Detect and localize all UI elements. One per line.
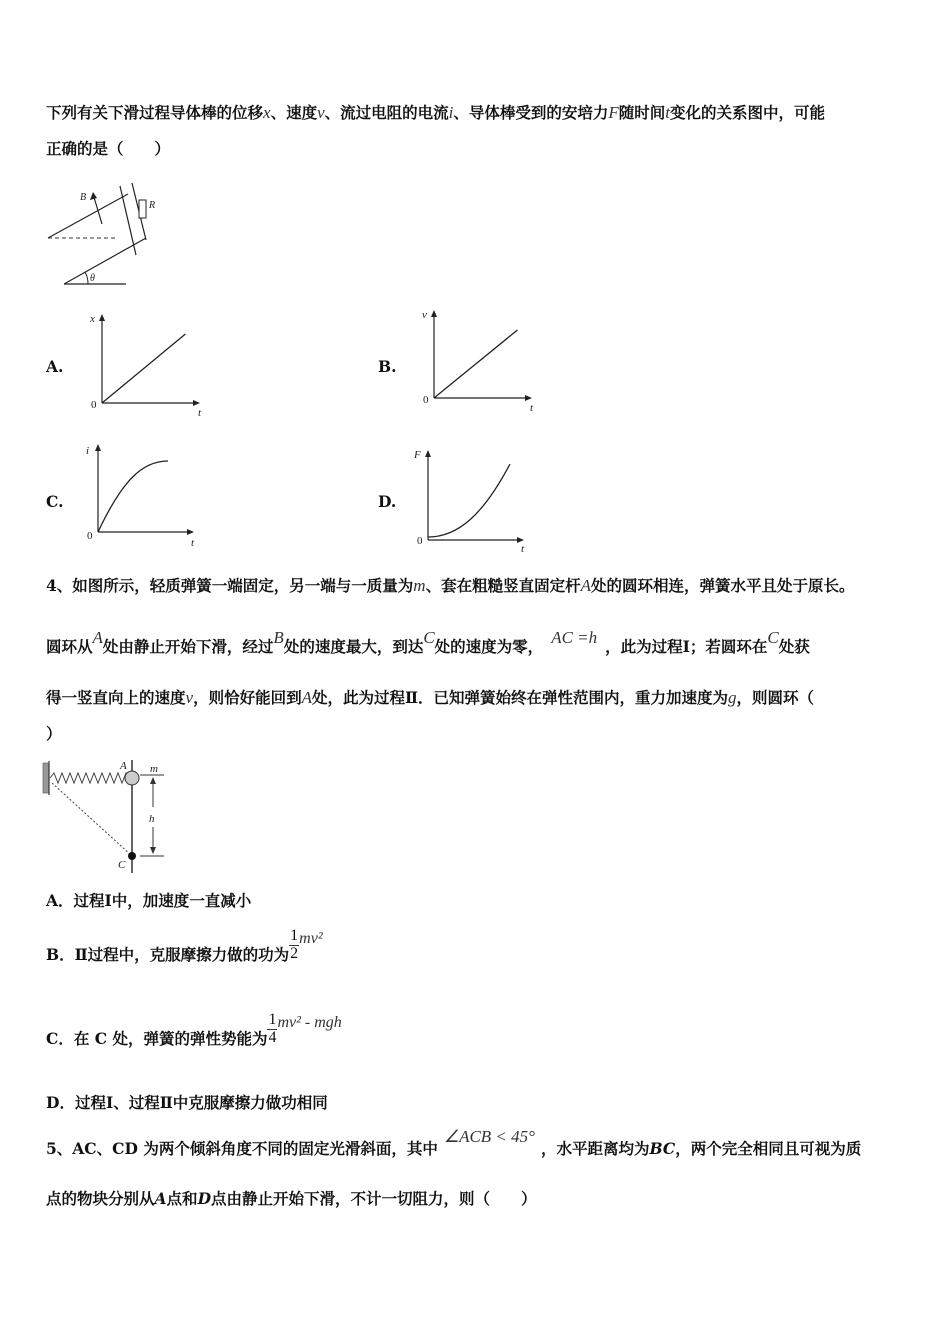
label-C: C: [118, 859, 126, 871]
x-arrowhead: [525, 395, 532, 401]
q3-incline-figure: [40, 180, 156, 290]
y-label: F: [414, 449, 421, 461]
y-arrowhead: [95, 444, 101, 451]
origin-label: 0: [91, 399, 97, 411]
label-R: R: [149, 200, 156, 211]
label-m: m: [150, 763, 158, 775]
q4-option-B[interactable]: B．Ⅱ过程中，克服摩擦力做的功为 $\frac{1}{2}$ mv²: [46, 927, 323, 964]
origin-label: 0: [423, 394, 429, 406]
curve: [434, 330, 517, 398]
resistor: [139, 200, 146, 218]
dashed-spring-position: [52, 783, 132, 856]
q3-option-A-letter[interactable]: A.: [46, 357, 64, 376]
label-h: h: [149, 813, 155, 825]
var-x: x: [263, 103, 271, 122]
y-label: i: [86, 445, 90, 457]
var-i: i: [448, 103, 454, 122]
origin-label: 0: [87, 530, 93, 542]
ring-at-A: [125, 771, 139, 785]
q3-stem-line2: 正确的是（ ）: [46, 139, 171, 158]
curve: [102, 334, 185, 403]
x-label: t: [191, 537, 195, 549]
spring: [50, 773, 134, 783]
conductor-rod: [120, 186, 136, 255]
q4-option-C[interactable]: C．在 C 处，弹簧的弹性势能为 $\frac{1}{4}$ mv² - mgh: [46, 1011, 342, 1048]
q4-line1: 4、如图所示，轻质弹簧一端固定，另一端与一质量为m、套在粗糙竖直固定杆A处的圆环相连，弹簧水平且处于原长。: [46, 576, 855, 595]
y-arrowhead: [431, 310, 437, 317]
q3-option-C-graph: [82, 440, 212, 550]
field-arrowhead: [90, 192, 97, 200]
y-arrowhead: [99, 314, 105, 321]
q5-line2: 点的物块分别从A点和D点由静止开始下滑，不计一切阻力，则（ ）: [46, 1189, 537, 1208]
x-arrowhead: [193, 400, 200, 406]
q3-option-A-graph: [86, 310, 216, 418]
x-label: t: [521, 543, 525, 555]
q4-spring-figure: [40, 755, 180, 880]
origin-label: 0: [417, 535, 423, 547]
curve: [98, 461, 168, 532]
h-arrowhead-up: [150, 777, 156, 784]
var-F: F: [608, 103, 619, 122]
x-label: t: [530, 402, 534, 414]
y-label: x: [90, 313, 95, 325]
y-label: v: [422, 309, 427, 321]
q4-line2: 圆环从A处由静止开始下滑，经过B处的速度最大，到达C处的速度为零， AC =h ，此为过程Ⅰ；若圆环在C处获: [46, 628, 810, 656]
var-v: v: [317, 103, 325, 122]
ring-at-C: [128, 852, 136, 860]
q5-line1: 5、AC、CD 为两个倾斜角度不同的固定光滑斜面，其中∠ACB < 45°，水平距离均为BC，两个完全相同且可视为质: [46, 1127, 862, 1158]
wall: [43, 763, 49, 793]
q4-line3: 得一竖直向上的速度v，则恰好能回到A处，此为过程Ⅱ．已知弹簧始终在弹性范围内，重力加速度为g，则圆环（: [46, 688, 815, 707]
var-t: t: [665, 103, 671, 122]
x-label: t: [198, 407, 202, 419]
fraction-quarter: $\frac{1}{4}$: [268, 1011, 277, 1046]
fraction-half: $\frac{1}{2}$: [290, 927, 299, 962]
label-theta: θ: [90, 273, 95, 284]
curve: [428, 464, 510, 537]
x-arrowhead: [187, 529, 194, 535]
q3-option-B-letter[interactable]: B.: [378, 357, 397, 376]
angle-arc: [85, 272, 88, 284]
q3-stem-line1: 下列有关下滑过程导体棒的位移x、速度v、流过电阻的电流i、导体棒受到的安培力F随时间t变化的关系图中，可能: [46, 103, 826, 122]
q4-option-D[interactable]: D．过程Ⅰ、过程Ⅱ中克服摩擦力做功相同: [46, 1093, 328, 1112]
q3-option-D-letter[interactable]: D.: [378, 492, 397, 511]
q3-option-D-graph: [412, 444, 542, 556]
q4-option-A[interactable]: A．过程Ⅰ中，加速度一直减小: [46, 891, 252, 910]
h-arrowhead-down: [150, 847, 156, 854]
upper-rail: [48, 194, 128, 238]
label-A: A: [120, 760, 127, 772]
label-B: B: [80, 192, 87, 203]
q4-line4: ）: [46, 724, 62, 743]
y-arrowhead: [425, 450, 431, 457]
q3-option-B-graph: [418, 306, 548, 414]
q3-option-C-letter[interactable]: C.: [46, 492, 64, 511]
